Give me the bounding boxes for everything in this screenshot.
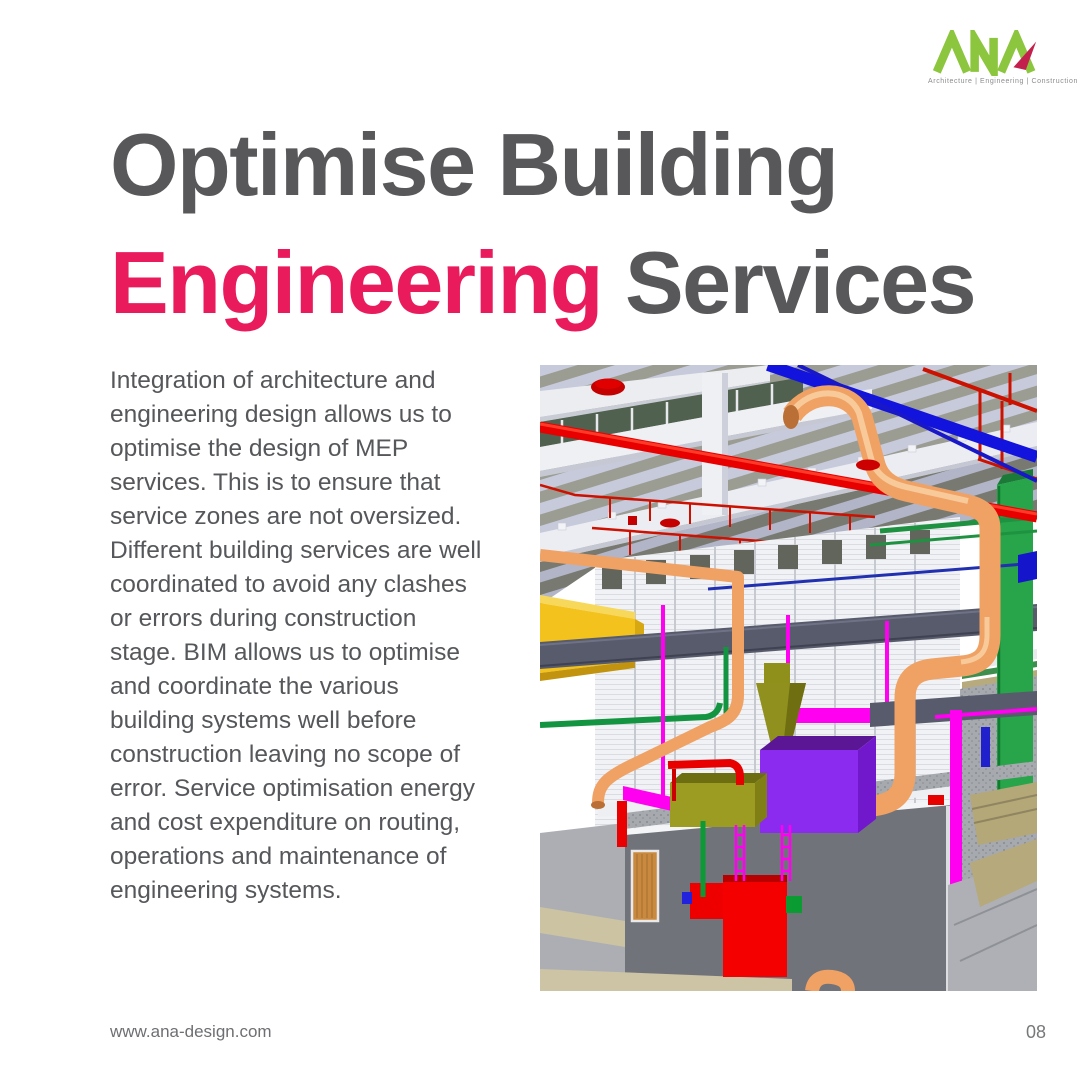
title-rest: Services bbox=[602, 233, 976, 332]
page-title bbox=[110, 106, 1060, 342]
footer-website: www.ana-design.com bbox=[110, 1022, 272, 1041]
bim-model-illustration bbox=[540, 365, 1037, 991]
title-accent: Engineering bbox=[110, 233, 602, 332]
title-line-1: Optimise Building bbox=[110, 115, 838, 214]
title-line-2 bbox=[110, 224, 1060, 342]
logo-tagline: Architecture | Engineering | Construction bbox=[928, 78, 1079, 85]
footer-page-number: 08 bbox=[1025, 1022, 1046, 1042]
ana-logo-icon bbox=[933, 30, 1039, 76]
body-paragraph: Integration of architecture and engineering design allows us to optimise the design of MEP services. This is to ensure that service zones are not oversized. Different building services are well coordinated to avoid any clashes or errors during construction stage. BIM allows us to optimise and coordinate the various building systems well before construction leaving no scope of error. Service optimisation energy and cost expenditure on routing, operations and maintenance of engineering systems. bbox=[110, 367, 482, 904]
bim-model-image bbox=[540, 365, 1037, 991]
brand-logo bbox=[928, 30, 1079, 85]
